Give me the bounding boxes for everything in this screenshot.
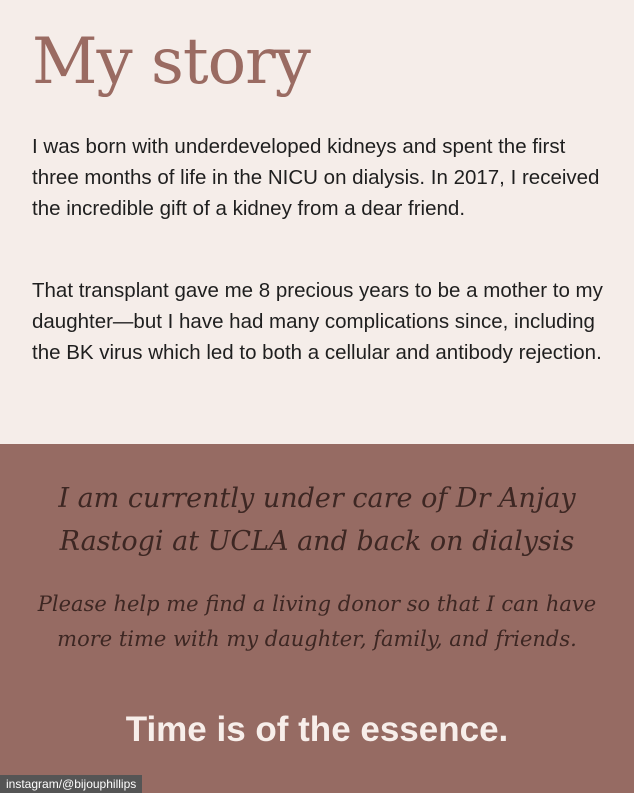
- story-title: My story: [32, 25, 310, 99]
- story-paragraph-transplant: That transplant gave me 8 precious years to be a mother to my daughter—but I have had many complications since, including the BK virus which led to both a cellular and antibody rejection.: [32, 279, 603, 364]
- donor-request: Please help me find a living donor so that I can have more time with my daughter, family, and friends.: [37, 592, 597, 651]
- appeal-section: [0, 444, 634, 793]
- story-paragraph-birth: I was born with underdeveloped kidneys and spent the first three months of life in the NICU on dialysis. In 2017, I received the incredible gift of a kidney from a dear friend.: [32, 135, 600, 220]
- photo-credit: instagram/@bijouphillips: [0, 775, 142, 793]
- care-statement: I am currently under care of Dr Anjay Rastogi at UCLA and back on dialysis: [58, 483, 576, 557]
- urgency-statement: Time is of the essence.: [125, 710, 509, 749]
